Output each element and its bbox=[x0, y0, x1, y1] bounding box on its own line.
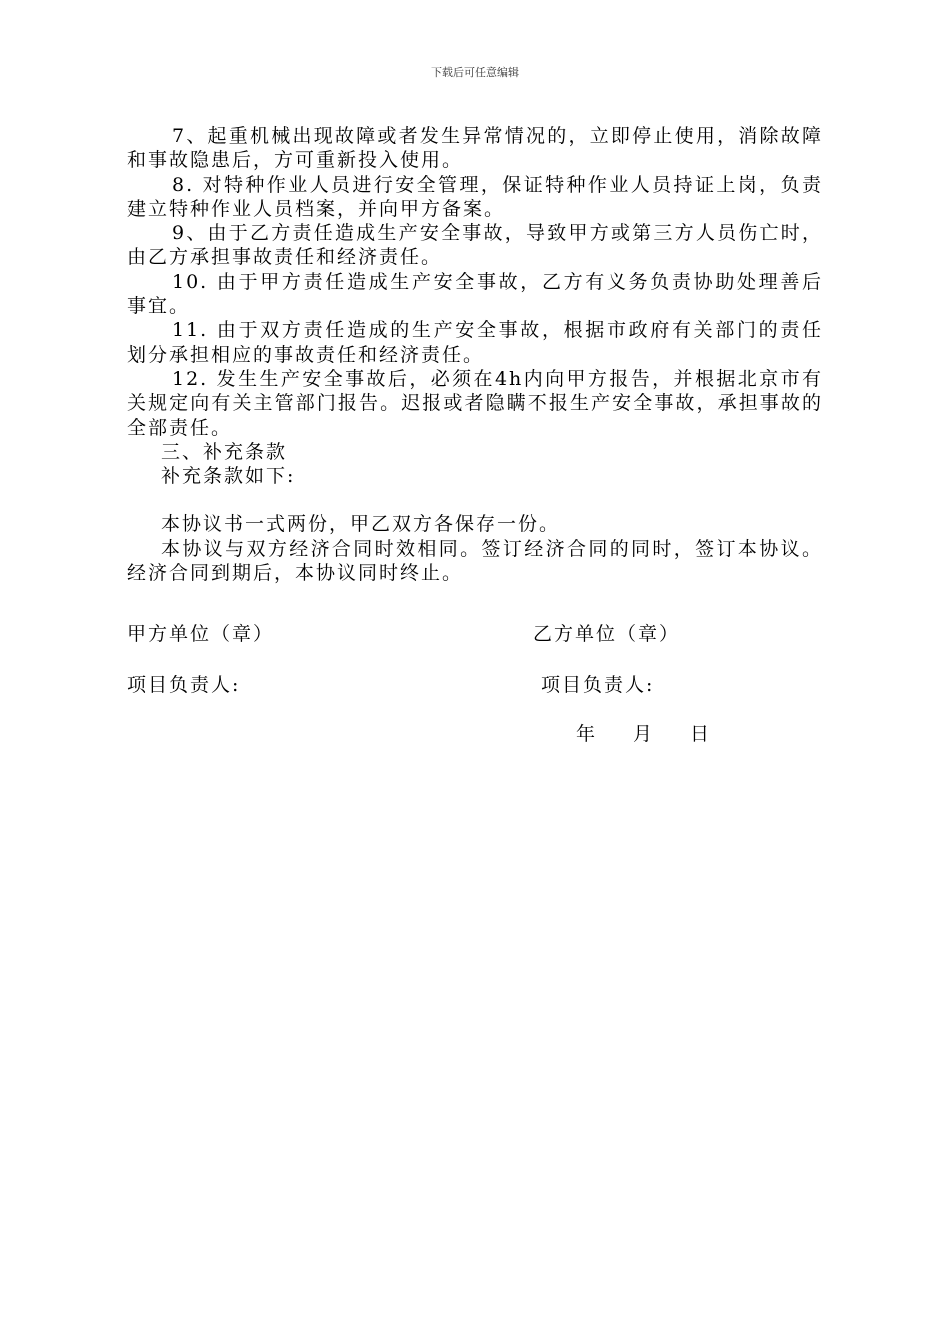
clause-10: 10. 由于甲方责任造成生产安全事故，乙方有义务负责协助处理善后事宜。 bbox=[127, 270, 823, 318]
clause-7: 7、起重机械出现故障或者发生异常情况的，立即停止使用，消除故障和事故隐患后，方可重新投入使用。 bbox=[127, 125, 823, 172]
clause-12: 12. 发生生产安全事故后，必须在4h内向甲方报告，并根据北京市有关规定向有关主管部门报告。迟报或者隐瞒不报生产安全事故，承担事故的全部责任。 bbox=[127, 367, 823, 439]
signing-date bbox=[576, 722, 709, 746]
contract-body bbox=[127, 124, 823, 585]
section-heading-supplement: 三、补充条款 bbox=[161, 440, 288, 463]
date-month: 月 bbox=[633, 723, 653, 745]
party-a-manager-label: 项目负责人: bbox=[127, 674, 241, 696]
clause-8: 8. 对特种作业人员进行安全管理，保证特种作业人员持证上岗，负责建立特种作业人员档案，并向甲方备案。 bbox=[127, 173, 823, 220]
supplement-blank-space bbox=[127, 488, 823, 512]
party-b-unit-label: 乙方单位（章） bbox=[533, 623, 681, 645]
page-header-note: 下载后可任意编辑 bbox=[431, 66, 519, 79]
party-b-manager-label: 项目负责人: bbox=[541, 674, 655, 696]
validity-statement: 本协议与双方经济合同时效相同。签订经济合同的同时，签订本协议。经济合同到期后，本协议同时终止。 bbox=[127, 537, 823, 585]
copies-statement: 本协议书一式两份，甲乙双方各保存一份。 bbox=[161, 513, 561, 536]
clause-9: 9、由于乙方责任造成生产安全事故，导致甲方或第三方人员伤亡时，由乙方承担事故责任和经济责任。 bbox=[127, 222, 823, 269]
date-year: 年 bbox=[576, 723, 596, 745]
supplement-intro: 补充条款如下: bbox=[161, 465, 296, 488]
party-a-unit-label: 甲方单位（章） bbox=[127, 623, 275, 645]
date-day: 日 bbox=[690, 723, 710, 745]
clause-11: 11. 由于双方责任造成的生产安全事故，根据市政府有关部门的责任划分承担相应的事故责任和经济责任。 bbox=[127, 319, 823, 366]
